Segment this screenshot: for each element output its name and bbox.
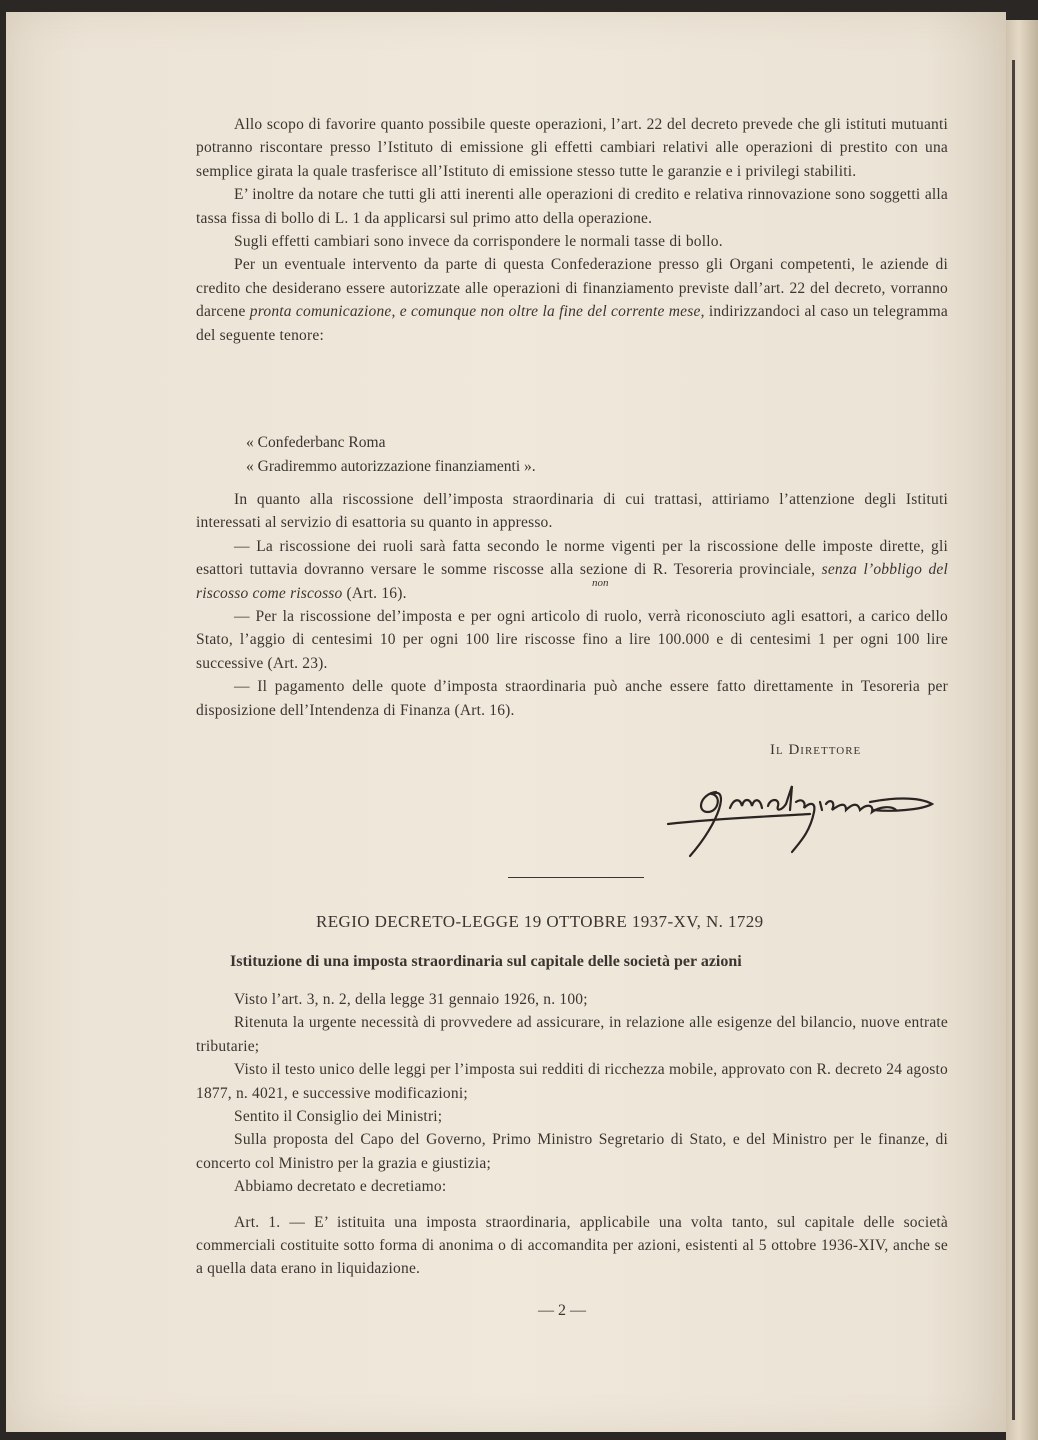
paragraph-discount: Allo scopo di favorire quanto possibile queste operazioni, l’art. 22 del decreto prevede che gli istituti mutuanti potranno riscontare presso l’Istituto di emissione gli effetti cambiari relativi alle operazioni di prestito con una semplice girata la quale trasferisce all’Istituto di emissione stesso tutte le garanzie e i privilegi stabiliti. (196, 116, 948, 180)
letter-body-2 (196, 488, 948, 722)
paragraph-collection: In quanto alla riscossione dell’imposta straordinaria di cui trattasi, attiriamo l’attenzione degli Istituti interessati al servizio di esattoria su quanto in appresso. (196, 491, 948, 532)
preamble-line: Sentito il Consiglio dei Ministri; (234, 1108, 443, 1126)
decree-subtitle: Istituzione di una imposta straordinaria sul capitale delle società per azioni (230, 953, 742, 970)
paragraph-stamp-duty: E’ inoltre da notare che tutti gli atti inerenti alle operazioni di credito e relativa rinnovazione sono soggetti alla tassa fissa di bollo di L. 1 da applicarsi sul primo atto della operazione. (196, 186, 948, 227)
article-1: Art. 1. — E’ istituita una imposta straordinaria, applicabile una volta tanto, sul capitale delle società commerciali costituite sotto forma di anonima o di accomandita per azioni, esistenti al 5 ottobre 1936-XIV, anche se a quella data erano in liquidazione. (196, 1213, 948, 1278)
paragraph-rolls: — La riscossione dei ruoli sarà fatta secondo le norme vigenti per la riscossione delle imposte dirette, gli esattori tuttavia dovranno versare le somme riscosse alla sezione di R. Tesoreria provinciale, senza l’obbligo del riscosso come riscosso (Art. 16). (196, 537, 948, 602)
preamble-line: Visto l’art. 3, n. 2, della legge 31 gennaio 1926, n. 100; (234, 991, 588, 1008)
decree-preamble (196, 988, 948, 1281)
paragraph-fee: — Per la riscossione del’imposta e per ogni articolo di ruolo, verrà riconosciuto agli esattori, a carico dello Stato, l’aggio di centesimi 10 per ogni 100 lire riscosse fino a lire 100.000 e di centesimi 1 per ogni 100 lire successive (Art. 23). (196, 608, 948, 672)
preamble-line: Abbiamo decretato e decretiamo: (234, 1178, 447, 1196)
decree-title: REGIO DECRETO-LEGGE 19 OTTOBRE 1937-XV, N. 1729 (316, 912, 764, 931)
preamble-line: Ritenuta la urgente necessità di provvedere ad assicurare, in relazione alle esigenze del bilancio, nuove entrate tributarie; (196, 1014, 948, 1055)
paragraph-payment: — Il pagamento delle quote d’imposta straordinaria può anche essere fatto direttamente in Tesoreria per disposizione dell’Intendenza di Finanza (Art. 16). (196, 678, 948, 719)
signer-title: Il Direttore (770, 742, 862, 758)
preamble-line: Sulla proposta del Capo del Governo, Primo Ministro Segretario di Stato, e del Ministro per le finanze, di concerto col Ministro per la grazia e giustizia; (196, 1131, 948, 1172)
letter-body-1 (196, 113, 948, 347)
binding-edge (1012, 60, 1015, 1420)
paragraph-request: Per un eventuale intervento da parte di questa Confederazione presso gli Organi competenti, le aziende di credito che desiderano essere autorizzate alle operazioni di finanziamento previste dall’art. 22 del decreto, vorranno darcene pronta comunicazione, e comunque non oltre la fine del corrente mese, indirizzandoci al caso un telegramma del seguente tenore: (196, 256, 949, 344)
paragraph-bill-tax: Sugli effetti cambiari sono invece da corrispondere le normali tasse di bollo. (234, 233, 723, 251)
telegram-line-2: « Gradiremmo autorizzazione finanziamenti ». (246, 458, 536, 475)
binding-spine (1006, 20, 1038, 1440)
preamble-line: Visto il testo unico delle leggi per l’imposta sui redditi di ricchezza mobile, approvato con R. decreto 24 agosto 1877, n. 4021, e successive modificazioni; (196, 1061, 948, 1102)
telegram-line-1: « Confederbanc Roma (246, 434, 386, 451)
page-number: — 2 — (538, 1302, 586, 1319)
signature-image (660, 772, 940, 862)
section-divider (508, 877, 644, 878)
handwritten-correction: non (592, 577, 609, 589)
